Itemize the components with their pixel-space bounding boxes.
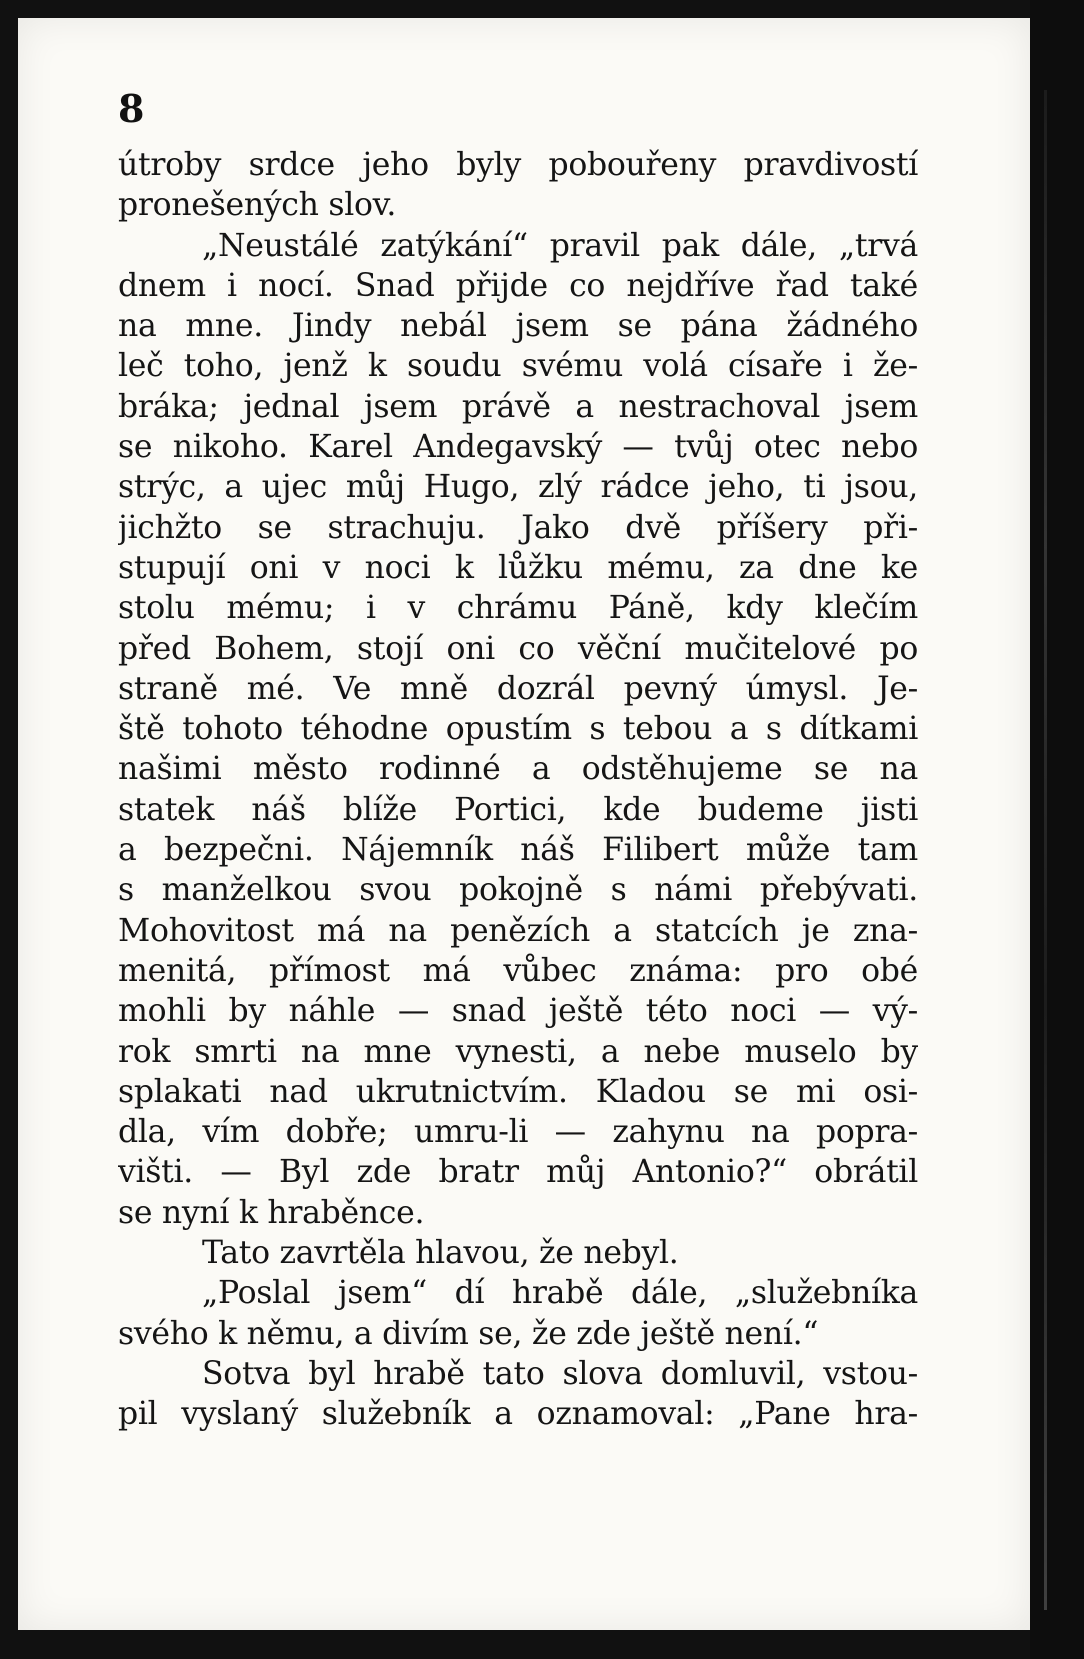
text-line: pil vyslaný služebník a oznamoval: „Pane hra-: [118, 1396, 918, 1433]
body-text: [118, 145, 918, 1435]
text-line: mohli by náhle — snad ještě této noci — vý-: [118, 993, 918, 1030]
text-line: straně mé. Ve mně dozrál pevný úmysl. Je-: [118, 670, 918, 707]
text-line: Mohovitost má na penězích a statcích je zna-: [118, 912, 918, 949]
text-line: menitá, přímost má vůbec známa: pro obé: [118, 952, 918, 989]
text-line: ště tohoto téhodne opustím s tebou a s dítkami: [118, 711, 918, 748]
text-line: „Neustálé zatýkání“ pravil pak dále, „trvá: [202, 227, 918, 264]
page-edge-shadow: [1030, 0, 1084, 1659]
text-line: „Poslal jsem“ dí hrabě dále, „služebníka: [202, 1275, 918, 1312]
text-line: bráka; jednal jsem právě a nestrachoval jsem: [118, 388, 918, 425]
text-line: před Bohem, stojí oni co věční mučitelové po: [118, 630, 918, 667]
text-line: stolu mému; i v chrámu Páně, kdy klečím: [118, 590, 918, 627]
text-line: pronešených slov.: [118, 187, 397, 224]
text-line: a bezpečni. Nájemník náš Filibert může tam: [118, 832, 918, 869]
text-line: s manželkou svou pokojně s námi přebývati.: [118, 872, 918, 909]
text-line: se nyní k hraběnce.: [118, 1194, 425, 1231]
text-line: našimi město rodinné a odstěhujeme se na: [118, 751, 918, 788]
text-line: útroby srdce jeho byly pobouřeny pravdivostí: [118, 147, 918, 183]
text-line: statek náš blíže Portici, kde budeme jisti: [118, 791, 918, 828]
text-line: jichžto se strachuju. Jako dvě příšery při-: [118, 509, 918, 546]
text-line: dla, vím dobře; umru-li — zahynu na popra-: [118, 1114, 918, 1151]
text-line: višti. — Byl zde bratr můj Antonio?“ obrátil: [118, 1154, 918, 1191]
text-line: se nikoho. Karel Andegavský — tvůj otec nebo: [118, 429, 918, 466]
page-edge-line: [1044, 90, 1047, 1610]
text-line: Sotva byl hrabě tato slova domluvil, vstou-: [202, 1355, 918, 1392]
text-line: splakati nad ukrutnictvím. Kladou se mi osi-: [118, 1073, 918, 1110]
text-line: na mne. Jindy nebál jsem se pána žádného: [118, 308, 918, 345]
text-line: stupují oni v noci k lůžku mému, za dne ke: [118, 549, 918, 586]
text-line: rok smrti na mne vynesti, a nebe muselo by: [118, 1033, 918, 1070]
text-line: leč toho, jenž k soudu svému volá císaře i že-: [118, 348, 918, 385]
page-number: 8: [118, 86, 145, 131]
text-line: svého k němu, a divím se, že zde ještě není.“: [118, 1315, 819, 1352]
text-line: strýc, a ujec můj Hugo, zlý rádce jeho, ti jsou,: [118, 469, 918, 506]
text-line: Tato zavrtěla hlavou, že nebyl.: [202, 1235, 679, 1272]
text-line: dnem i nocí. Snad přijde co nejdříve řad také: [118, 267, 918, 304]
